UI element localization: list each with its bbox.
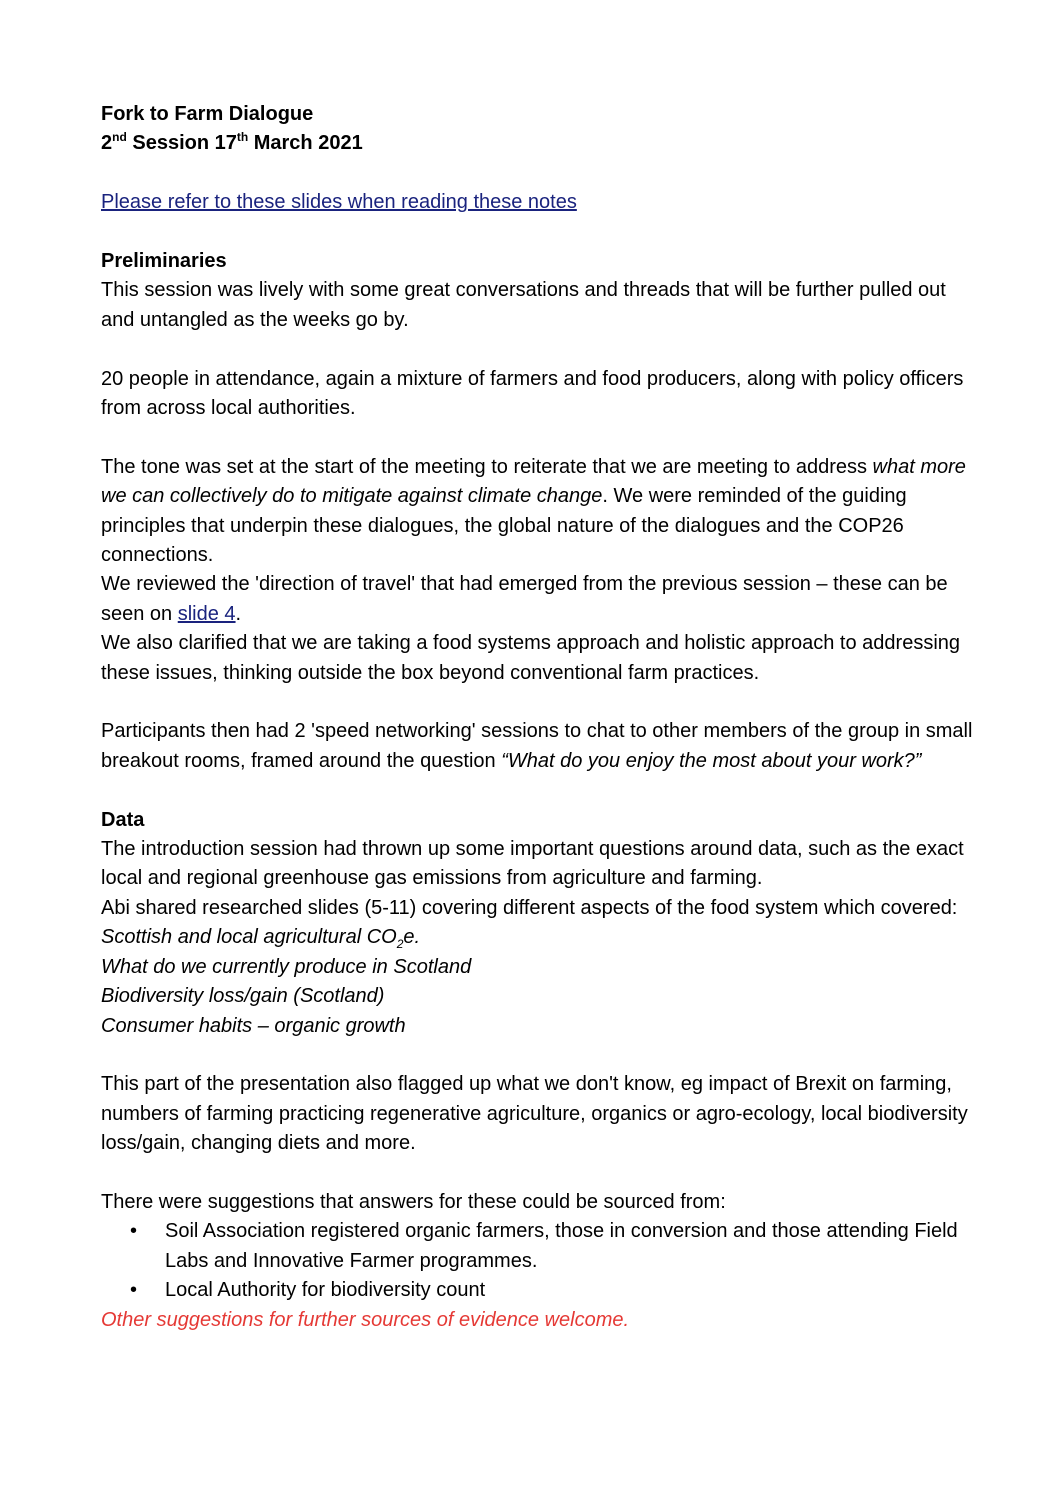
session-month-year: March 2021 (248, 132, 363, 155)
p3-emphasis: what more we can collectively do to mitigate against climate change (101, 455, 966, 508)
p4-end: . (235, 602, 242, 625)
preliminaries-paragraph-5: We also clarified that we are taking a food systems approach and holistic approach to addressing these issues, thinking outside the box beyond conventional farm practices. (101, 632, 961, 684)
data-paragraph-4: There were suggestions that answers for these could be sourced from: (101, 1190, 726, 1213)
list-item (101, 1217, 981, 1276)
day-ordinal: th (236, 129, 249, 144)
data-topic-3: Biodiversity loss/gain (Scotland) (101, 985, 385, 1008)
preliminaries-paragraph-4 (101, 570, 981, 629)
bullet-icon: • (130, 1220, 138, 1243)
data-paragraph-1: The introduction session had thrown up some important questions around data, such as the exact local and regional greenhouse gas emissions from agriculture and farming. (101, 838, 964, 890)
document-title (101, 100, 981, 129)
topic-1-subscript: 2 (396, 937, 404, 952)
list-item-text: Local Authority for biodiversity count (165, 1279, 486, 1302)
topic-1-suffix: e. (403, 926, 421, 949)
preliminaries-paragraph-6 (101, 717, 981, 776)
data-topic-4: Consumer habits – organic growth (101, 1014, 406, 1037)
p6-start: Participants then had 2 'speed networking' sessions to chat to other members of the group in small breakout rooms, framed around the question (101, 720, 973, 772)
p6-question: “What do you enjoy the most about your work?” (501, 749, 922, 772)
data-topic-2: What do we currently produce in Scotland (101, 955, 472, 978)
session-ordinal: nd (112, 129, 127, 144)
p4-start: We reviewed the 'direction of travel' that had emerged from the previous session – these can be seen on (101, 573, 948, 625)
topic-1-text: Scottish and local agricultural CO (101, 926, 397, 949)
closing-note: Other suggestions for further sources of evidence welcome. (101, 1308, 630, 1331)
title-line-1: Fork to Farm Dialogue (101, 103, 314, 125)
p3-end: . We were reminded of the guiding principles that underpin these dialogues, the global nature of the dialogues and the COP26 connections. (101, 485, 907, 567)
p3-start: The tone was set at the start of the meeting to reiterate that we are meeting to address (101, 455, 873, 478)
sources-list (101, 1217, 981, 1305)
data-paragraph-2: Abi shared researched slides (5-11) covering different aspects of the food system which covered: (101, 896, 958, 919)
document-body (101, 100, 981, 1335)
bullet-icon: • (130, 1279, 138, 1302)
list-item-text: Soil Association registered organic farmers, those in conversion and those attending Field Labs and Innovative Farmer programmes. (165, 1220, 958, 1272)
slide-4-link[interactable]: slide 4 (177, 602, 236, 625)
session-day: Session 17 (126, 132, 237, 155)
session-number: 2 (101, 132, 113, 155)
session-date (101, 129, 981, 158)
data-heading: Data (101, 808, 145, 831)
preliminaries-paragraph-1: This session was lively with some great conversations and threads that will be further pulled out and untangled as the weeks go by. (101, 279, 946, 331)
data-paragraph-3: This part of the presentation also flagged up what we don't know, eg impact of Brexit on farming, numbers of farming practicing regenerative agriculture, organics or agro-ecology, local biodiversity loss/gain, changing diets and more. (101, 1073, 968, 1155)
preliminaries-heading: Preliminaries (101, 250, 227, 272)
slides-link[interactable]: Please refer to these slides when reading these notes (101, 191, 577, 214)
preliminaries-paragraph-2: 20 people in attendance, again a mixture of farmers and food producers, along with policy officers from across local authorities. (101, 367, 964, 420)
list-item (101, 1276, 981, 1305)
preliminaries-paragraph-3 (101, 453, 981, 571)
data-topic-1 (101, 923, 981, 952)
